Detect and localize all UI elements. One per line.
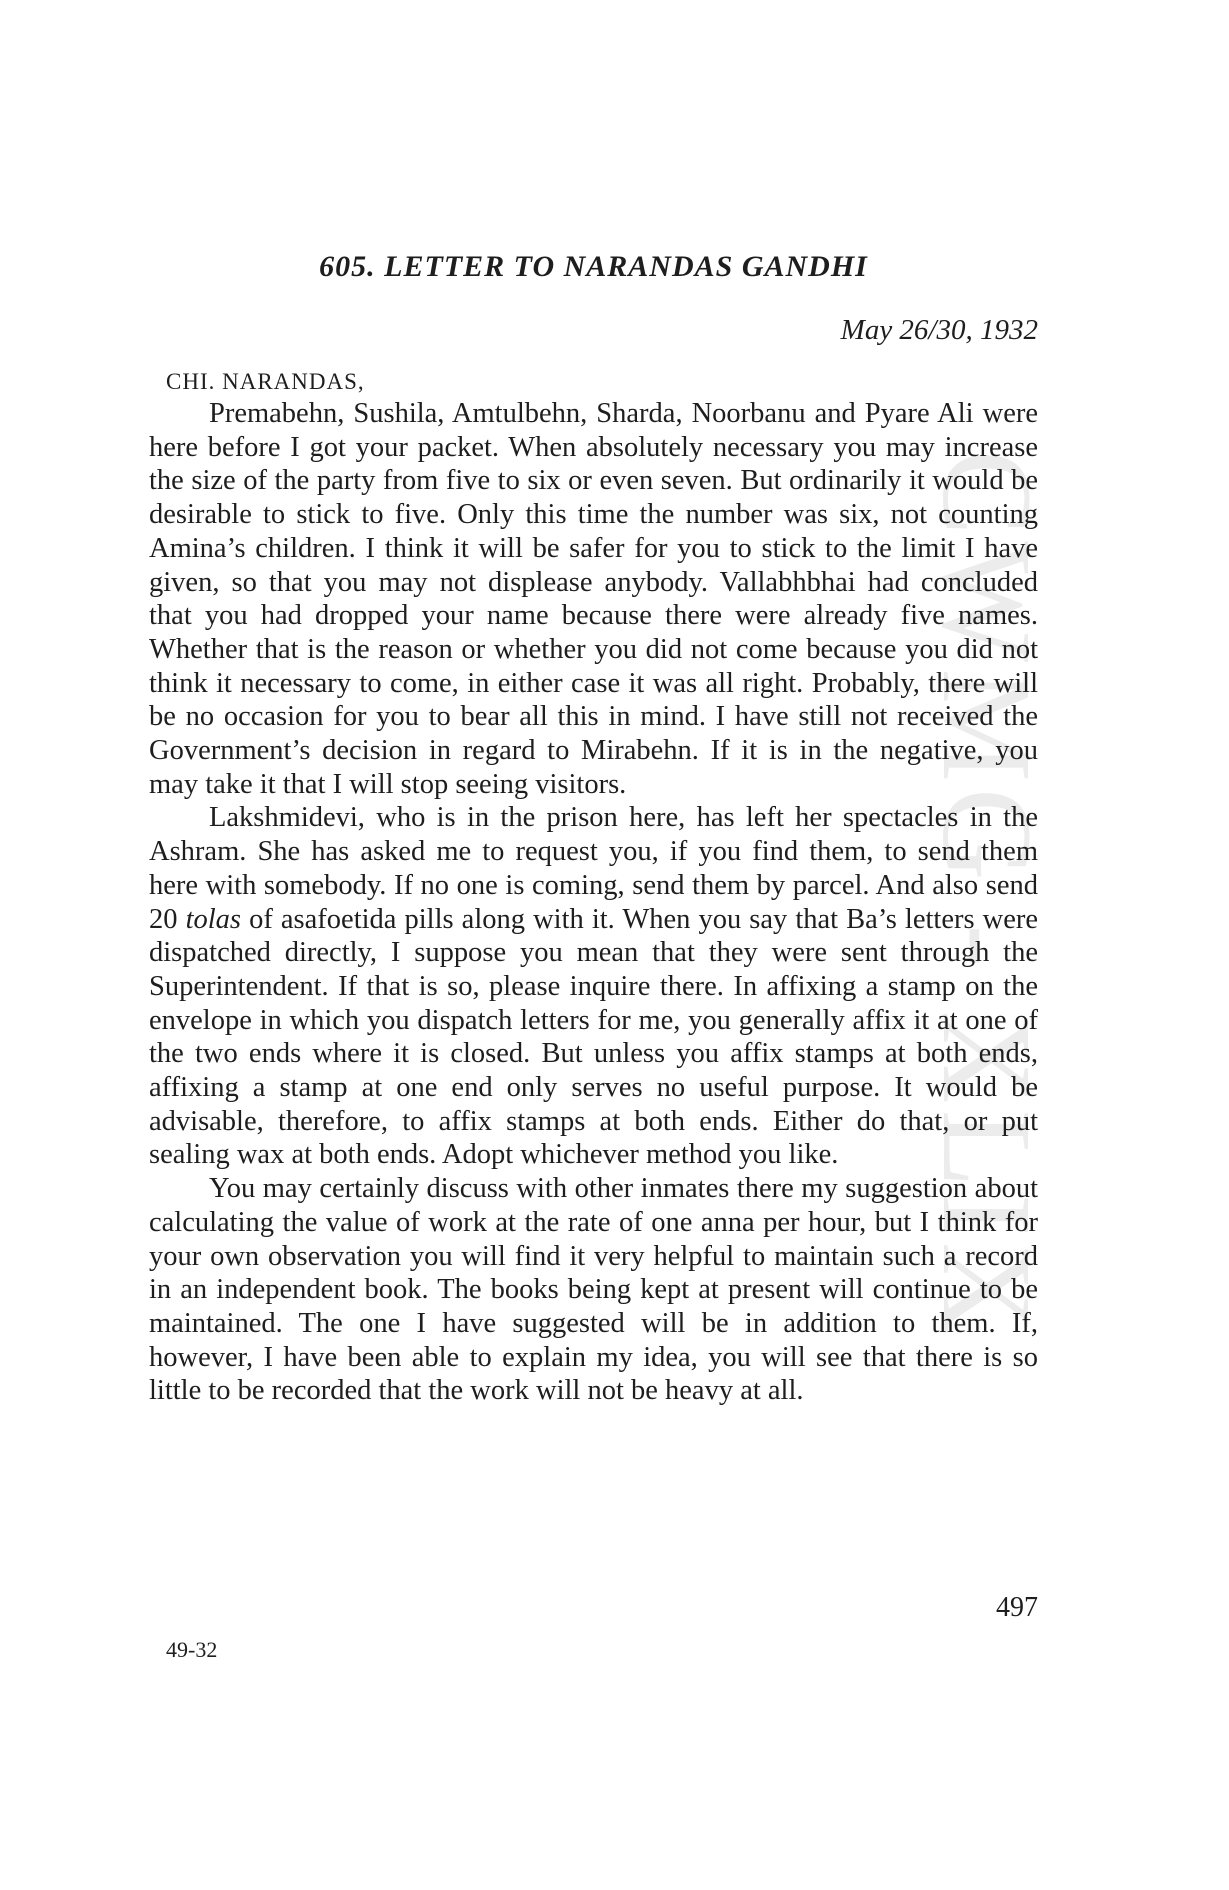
paragraph-text: of asafoetida pills along with it. When you say that Ba’s letters were dispatched directly, I suppose you mean that they were sent through the Superintendent. If that is so, please inquire there. In affixing a stamp on the envelope in which you dispatch letters for me, you generally affix it at one of the two ends where it is closed. But unless you affix stamps at both ends, affixing a stamp at one end only serves no useful purpose. It would be advisable, therefore, to affix stamps at both ends. Either do that, or put sealing wax at both ends. Adopt whichever method you like. <box>149 903 1038 1171</box>
paragraph <box>149 801 1038 1172</box>
page-number: 497 <box>996 1592 1038 1623</box>
letter-body <box>149 397 1038 1408</box>
letter-date: May 26/30, 1932 <box>840 314 1038 346</box>
paragraph-text: Lakshmidevi, who is in the prison here, has left her spectacles in the Ashram. She has asked me to request you, if you find them, to send them here with somebody. If no one is coming, send them by parcel. And also send 20 <box>149 802 1038 935</box>
paragraph <box>149 1172 1038 1408</box>
paragraph <box>149 397 1038 801</box>
letter-title: 605. LETTER TO NARANDAS GANDHI <box>319 250 868 283</box>
paragraph-text: Premabehn, Sushila, Amtulbehn, Sharda, Noorbanu and Pyare Ali were here before I got your packet. When absolutely necessary you may increase the size of the party from five to six or even seven. But ordinarily it would be desirable to stick to five. Only this time the number was six, not counting Amina’s children. I think it will be safer for you to stick to the limit I have given, so that you may not displease anybody. Vallabhbhai had concluded that you had dropped your name because there were already five names. Whether that is the reason or whether you did not come because you did not think it necessary to come, in either case it was all right. Probably, there will be no occasion for you to bear all this in mind. I have still not received the Government’s decision in regard to Mirabehn. If it is in the negative, you may take it that I will stop seeing visitors. <box>149 398 1038 800</box>
italic-term: tolas <box>185 903 242 935</box>
salutation: CHI. NARANDAS, <box>166 369 365 394</box>
sheet-code: 49-32 <box>166 1637 218 1662</box>
watermark-text: CWMG - XLIX <box>916 450 1058 1341</box>
paragraph-text: You may certainly discuss with other inmates there my suggestion about calculating the value of work at the rate of one anna per hour, but I think for your own observation you will find it very helpful to maintain such a record in an independent book. The books being kept at present will continue to be maintained. The one I have suggested will be in addition to them. If, however, I have been able to explain my idea, you will see that there is so little to be recorded that the work will not be heavy at all. <box>149 1173 1038 1407</box>
